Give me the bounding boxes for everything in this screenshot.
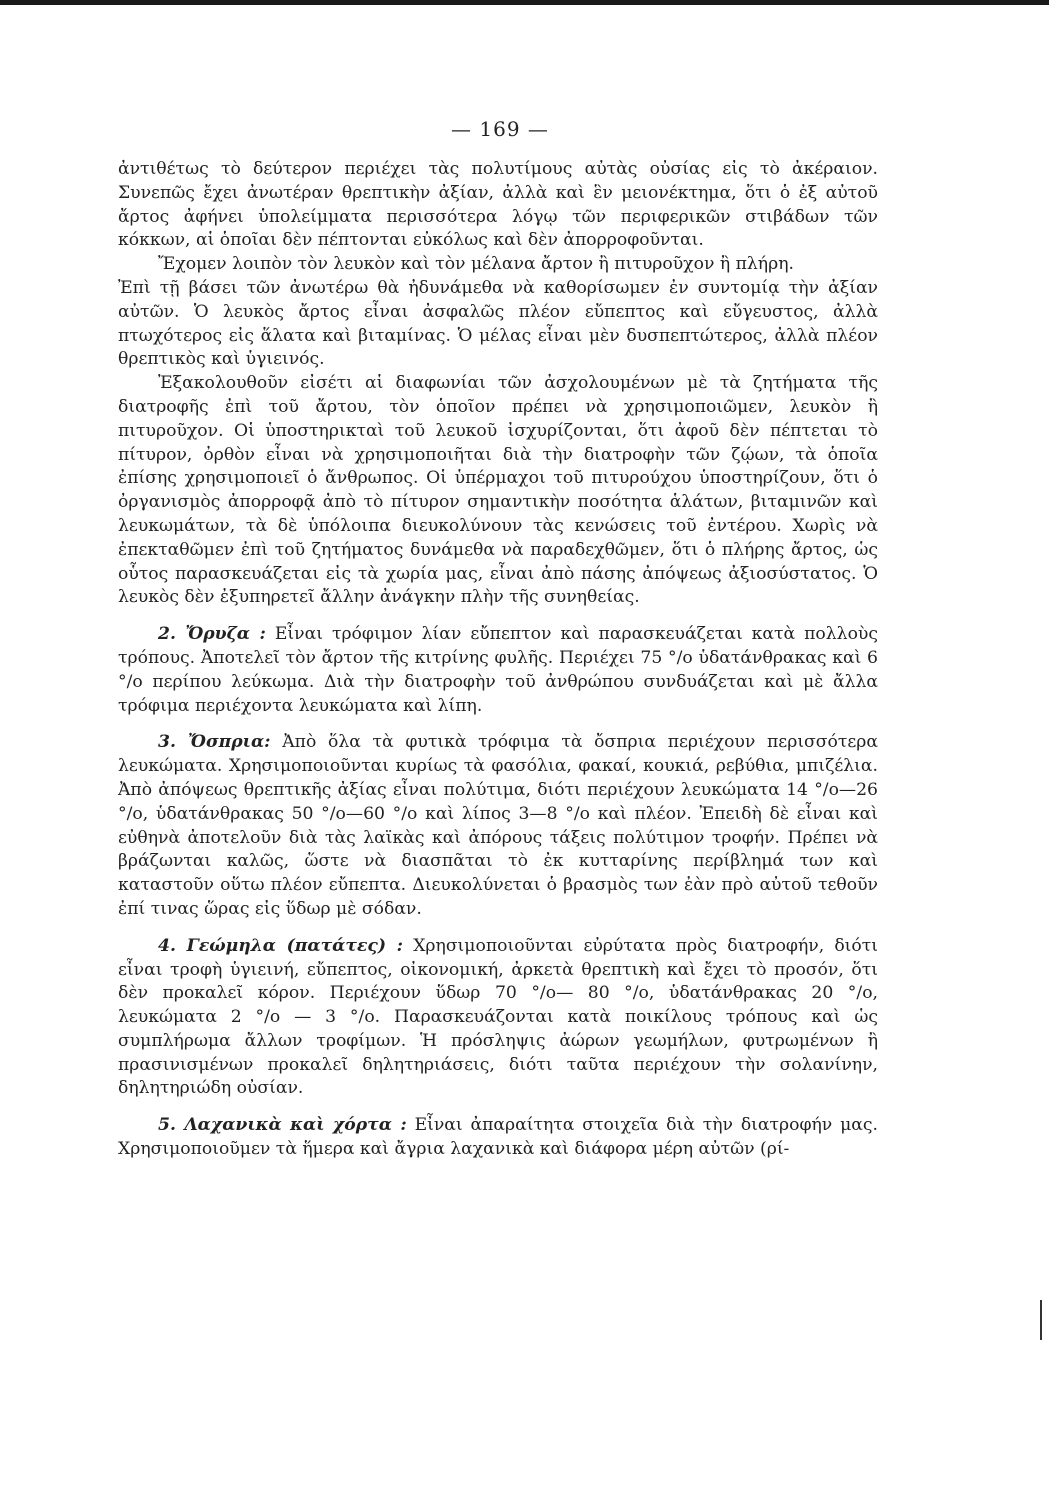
section-legumes-heading: 3. Ὄσπρια: xyxy=(158,732,271,753)
section-rice-heading: 2. Ὄρυζα : xyxy=(158,624,266,645)
section-vegetables-text: Εἶναι ἀπαραίτητα στοιχεῖα διὰ τὴν διατροφήν μας. Χρησιμοποιοῦμεν τὰ ἥμερα καὶ ἄγρια λαχανικὰ καὶ διάφορα μέρη αὐτῶν (ρί- xyxy=(118,1115,878,1160)
section-potatoes-text: Χρησιμοποιοῦνται εὐρύτατα πρὸς διατροφήν, διότι εἶναι τροφὴ ὑγιεινή, εὔπεπτος, οἰκονομική, ἀρκετὰ θρεπτικὴ καὶ ἔχει τὸ προσόν, ὅτι δὲν προκαλεῖ κόρον. Περιέχουν ὕδωρ 70 °/ο— 80 °/ο, ὑδατάνθρακας 20 °/ο, λευκώματα 2 °/ο — 3 °/ο. Παρασκευάζονται κατὰ ποικίλους τρόπους καὶ ὡς συμπλήρωμα ἄλλων τροφίμων. Ἡ πρόσληψις ἀώρων γεωμήλων, φυτρωμένων ἢ πρασινισμένων προκαλεῖ δηλητηριάσεις, διότι ταῦτα περιέχουν τὴν σολανίνην, δηλητηριώδη οὐσίαν. xyxy=(118,935,878,1099)
section-rice-text: Εἶναι τρόφιμον λίαν εὔπεπτον καὶ παρασκευάζεται κατὰ πολλοὺς τρόπους. Ἀποτελεῖ τὸν ἄρτον τῆς κιτρίνης φυλῆς. Περιέχει 75 °/ο ὑδατάνθρακας καὶ 6 °/ο περίπου λεύκωμα. Διὰ τὴν διατροφὴν τοῦ ἀνθρώπου συνδυάζεται καὶ μὲ ἄλλα τρόφιμα περιέχοντα λευκώματα καὶ λίπη. xyxy=(118,624,878,716)
section-potatoes xyxy=(118,935,878,1102)
section-potatoes-heading: 4. Γεώμηλα (πατάτες) : xyxy=(158,935,404,956)
page-top-border xyxy=(0,0,1049,5)
section-rice xyxy=(118,623,878,718)
section-legumes xyxy=(118,731,878,921)
paragraph-bread-value: Ἐπὶ τῇ βάσει τῶν ἀνωτέρω θὰ ἠδυνάμεθα νὰ καθορίσωμεν ἐν συντομίᾳ τὴν ἀξίαν αὐτῶν. Ὁ λευκὸς ἄρτος εἶναι ἀσφαλῶς πλέον εὔπεπτος καὶ εὔγευστος, ἀλλὰ πτωχότερος εἰς ἅλατα καὶ βιταμίνας. Ὁ μέλας εἶναι μὲν δυσπεπτώτερος, ἀλλὰ πλέον θρεπτικὸς καὶ ὑγιεινός. xyxy=(118,277,878,370)
paragraph-continuation: ἀντιθέτως τὸ δεύτερον περιέχει τὰς πολυτίμους αὐτὰς οὐσίας εἰς τὸ ἀκέραιον. Συνεπῶς ἔχει ἀνωτέραν θρεπτικὴν ἀξίαν, ἀλλὰ καὶ ἓν μειονέκτημα, ὅτι ὁ ἐξ αὐτοῦ ἄρτος ἀφήνει ὑπολείμματα περισσότερα λόγῳ τῶν περιφερικῶν στιβάδων τῶν κόκκων, αἱ ὁποῖαι δὲν πέπτονται εὐκόλως καὶ δὲν ἀπορροφοῦνται. xyxy=(118,159,878,251)
scan-edge-mark xyxy=(1040,1300,1042,1340)
paragraph-bread-debate: Ἐξακολουθοῦν εἰσέτι αἱ διαφωνίαι τῶν ἀσχολουμένων μὲ τὰ ζητήματα τῆς διατροφῆς ἐπὶ τοῦ ἄρτου, τὸν ὁποῖον πρέπει νὰ χρησιμοποιῶμεν, λευκὸν ἢ πιτυροῦχον. Οἱ ὑποστηρικταὶ τοῦ λευκοῦ ἰσχυρίζονται, ὅτι ἀφοῦ δὲν πέπτεται τὸ πίτυρον, ὀρθὸν εἶναι νὰ χρησιμοποιῆται διὰ τὴν διατροφὴν τῶν ζῴων, τὰ ὁποῖα ἐπίσης χρησιμοποιεῖ ὁ ἄνθρωπος. Οἱ ὑπέρμαχοι τοῦ πιτυρούχου ὑποστηρίζουν, ὅτι ὁ ὀργανισμὸς ἀπορροφᾷ ἀπὸ τὸ πίτυρον σημαντικὴν ποσότητα ἁλάτων, βιταμινῶν καὶ λευκωμάτων, τὰ δὲ ὑπόλοιπα διευκολύνουν τὰς κενώσεις τοῦ ἐντέρου. Χωρὶς νὰ ἐπεκταθῶμεν ἐπὶ τοῦ ζητήματος δυνάμεθα νὰ παραδεχθῶμεν, ὅτι ὁ πλήρης ἄρτος, ὡς οὗτος παρασκευάζεται εἰς τὰ χωρία μας, εἶναι ἀπὸ πάσης ἀπόψεως ἀξιοσύστατος. Ὁ λευκὸς δὲν ἐξυπηρετεῖ ἄλλην ἀνάγκην πλὴν τῆς συνηθείας. xyxy=(118,373,878,608)
paragraph-bread-types: Ἔχομεν λοιπὸν τὸν λευκὸν καὶ τὸν μέλανα ἄρτον ἢ πιτυροῦχον ἢ πλήρη. xyxy=(158,254,794,275)
page-body xyxy=(118,158,878,1162)
section-vegetables xyxy=(118,1114,878,1162)
page-number: — 169 — xyxy=(451,117,549,141)
section-legumes-text: Ἀπὸ ὅλα τὰ φυτικὰ τρόφιμα τὰ ὄσπρια περιέχουν περισσότερα λευκώματα. Χρησιμοποιοῦνται κυρίως τὰ φασόλια, φακαί, κουκιά, ρεβύθια, μπιζέλια. Ἀπὸ ἀπόψεως θρεπτικῆς ἀξίας εἶναι πολύτιμα, διότι περιέχουν λευκώματα 14 °/ο—26 °/ο, ὑδατάνθρακας 50 °/ο—60 °/ο καὶ λίπος 3—8 °/ο καὶ πλέον. Ἐπειδὴ δὲ εἶναι καὶ εὐθηνὰ ἀποτελοῦν διὰ τὰς λαϊκὰς καὶ ἀπόρους τάξεις πολύτιμον τροφήν. Πρέπει νὰ βράζωνται καλῶς, ὥστε νὰ διασπᾶται τὸ ἐκ κυτταρίνης περίβλημά των καὶ καταστοῦν οὕτω πλέον εὔπεπτα. Διευκολύνεται ὁ βρασμὸς των ἐὰν πρὸ αὐτοῦ τεθοῦν ἐπί τινας ὥρας εἰς ὕδωρ μὲ σόδαν. xyxy=(118,732,878,919)
section-vegetables-heading: 5. Λαχανικὰ καὶ χόρτα : xyxy=(158,1115,407,1136)
